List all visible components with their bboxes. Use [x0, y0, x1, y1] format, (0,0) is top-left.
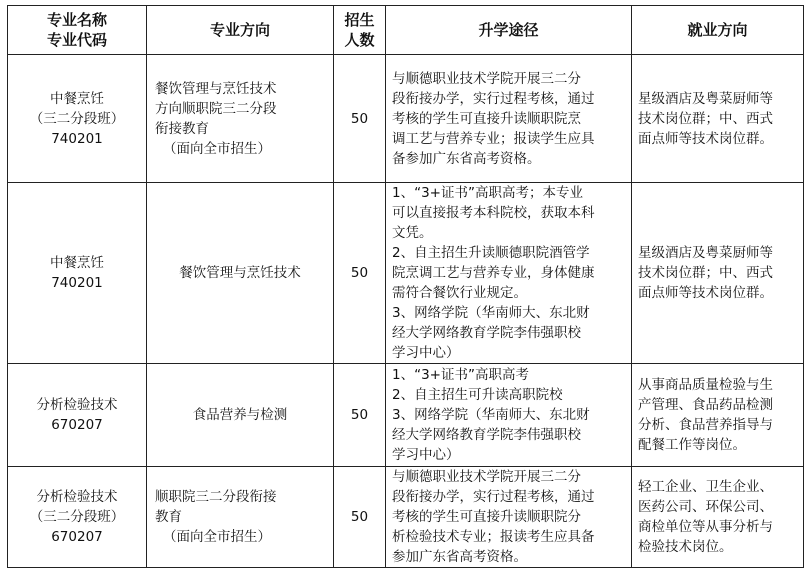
direction-cell-line: 方向顺职院三二分段	[155, 100, 277, 117]
job-cell	[632, 467, 804, 568]
direction-cell-line: 衔接教育	[155, 120, 209, 137]
job-cell-line: 轻工企业、卫生企业、	[638, 479, 773, 495]
path-cell-line: 1、“3+证书”高职高考	[392, 367, 529, 383]
path-cell-line: 参加广东省高考资格。	[392, 549, 527, 565]
job-cell	[632, 364, 804, 467]
path-cell-line: 2、自主招生升读顺德职院酒管学	[392, 245, 590, 261]
direction-cell-line: 教育	[155, 509, 182, 525]
direction-cell	[147, 467, 334, 568]
path-cell-line: 考核的学生可直接升读顺职院分	[392, 509, 581, 525]
path-cell	[386, 55, 632, 183]
header-row	[8, 6, 804, 55]
direction-cell-line: 餐饮管理与烹饪技术	[155, 80, 277, 97]
major-cell-line: （三二分段班）	[29, 509, 125, 525]
path-cell-line: 院烹调工艺与营养专业，身体健康	[392, 265, 595, 281]
direction-cell-line: （面向全市招生）	[163, 529, 271, 545]
path-cell-line: 考核的学生可直接升读顺职院烹	[392, 110, 581, 127]
job-cell-line: 检验技术岗位。	[638, 539, 733, 555]
quota-cell: 50	[334, 364, 386, 467]
job-cell-line: 商检单位等从事分析与	[638, 519, 773, 535]
major-cell-line: 中餐烹饪	[50, 90, 104, 107]
direction-cell-line: （面向全市招生）	[163, 140, 271, 157]
table-row	[8, 183, 804, 364]
major-cell-line: 中餐烹饪	[50, 255, 104, 271]
major-cell-line: 740201	[51, 130, 103, 147]
major-cell-line: 670207	[51, 417, 103, 433]
job-cell	[632, 55, 804, 183]
header-direction: 专业方向	[147, 6, 334, 55]
path-cell-line: 析检验技术专业；报读考生应具备	[392, 529, 595, 545]
direction-cell-line: 餐饮管理与烹饪技术	[179, 265, 301, 281]
path-cell-line: 3、网络学院（华南师大、东北财	[392, 407, 590, 423]
path-cell-line: 经大学网络教育学院李伟强职校	[392, 325, 581, 341]
path-cell-line: 段衔接办学，实行过程考核，通过	[392, 90, 595, 107]
job-cell-line: 从事商品质量检验与生	[638, 377, 773, 393]
job-cell-line: 医药公司、环保公司、	[638, 499, 773, 515]
major-cell-line: 740201	[51, 275, 103, 291]
path-cell-line: 可以直接报考本科院校，获取本科	[392, 205, 595, 221]
direction-cell-line: 食品营养与检测	[192, 407, 288, 423]
job-cell-line: 技术岗位群；中、西式	[638, 110, 773, 127]
job-cell-line: 技术岗位群；中、西式	[638, 265, 773, 281]
path-cell-line: 需符合餐饮行业规定。	[392, 285, 527, 301]
header-quota: 招生 人数	[334, 6, 386, 55]
path-cell	[386, 467, 632, 568]
job-cell-line: 面点师等技术岗位群。	[638, 130, 773, 147]
job-cell-line: 面点师等技术岗位群。	[638, 285, 773, 301]
major-cell	[8, 467, 147, 568]
job-cell-line: 配餐工作等岗位。	[638, 437, 746, 453]
job-cell-line: 星级酒店及粤菜厨师等	[638, 245, 773, 261]
path-cell-line: 文凭。	[392, 225, 433, 241]
quota-cell: 50	[334, 467, 386, 568]
direction-cell-line: 顺职院三二分段衔接	[155, 489, 277, 505]
quota-cell: 50	[334, 55, 386, 183]
path-cell-line: 段衔接办学，实行过程考核，通过	[392, 489, 595, 505]
header-major: 专业名称 专业代码	[8, 6, 147, 55]
header-job: 就业方向	[632, 6, 804, 55]
major-cell-line: 670207	[51, 529, 103, 545]
path-cell	[386, 364, 632, 467]
path-cell-line: 1、“3+证书”高职高考；本专业	[392, 185, 583, 201]
direction-cell	[147, 364, 334, 467]
major-cell-line: 分析检验技术	[36, 397, 118, 413]
direction-cell	[147, 55, 334, 183]
path-cell-line: 学习中心）	[392, 345, 460, 361]
path-cell-line: 与顺德职业技术学院开展三二分	[392, 70, 581, 87]
table-row	[8, 364, 804, 467]
job-cell-line: 分析、食品营养指导与	[638, 417, 773, 433]
job-cell-line: 星级酒店及粤菜厨师等	[638, 90, 773, 107]
path-cell	[386, 183, 632, 364]
path-cell-line: 与顺德职业技术学院开展三二分	[392, 469, 581, 485]
job-cell-line: 产管理、食品药品检测	[638, 397, 773, 413]
path-cell-line: 2、自主招生可升读高职院校	[392, 387, 563, 403]
path-cell-line: 调工艺与营养专业；报读学生应具	[392, 130, 595, 147]
quota-cell: 50	[334, 183, 386, 364]
table-row	[8, 55, 804, 183]
major-cell-line: 分析检验技术	[36, 489, 118, 505]
path-cell-line: 3、网络学院（华南师大、东北财	[392, 305, 590, 321]
major-cell-line: （三二分段班）	[29, 110, 125, 127]
job-cell	[632, 183, 804, 364]
direction-cell	[147, 183, 334, 364]
admission-table	[7, 5, 804, 568]
major-cell	[8, 55, 147, 183]
path-cell-line: 经大学网络教育学院李伟强职校	[392, 427, 581, 443]
table-row	[8, 467, 804, 568]
header-path: 升学途径	[386, 6, 632, 55]
path-cell-line: 学习中心）	[392, 447, 460, 463]
path-cell-line: 备参加广东省高考资格。	[392, 150, 541, 167]
major-cell	[8, 364, 147, 467]
major-cell	[8, 183, 147, 364]
